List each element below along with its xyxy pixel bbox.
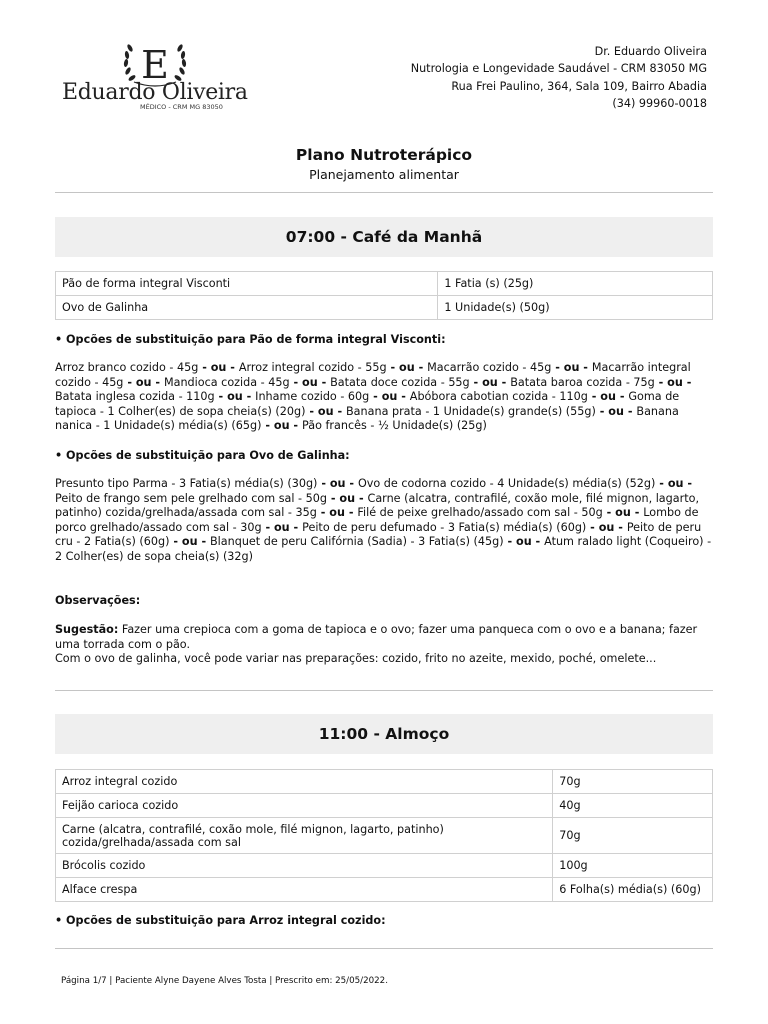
substitution-option: Banana nanica - 1 Unidade(s) média(s) (65g)	[55, 404, 679, 433]
substitution-option: Pão francês - ½ Unidade(s) (25g)	[301, 419, 487, 433]
substitution-option: Peito de peru defumado - 3 Fatia(s) média(s) (60g)	[302, 520, 587, 534]
breakfast-food-table	[55, 271, 713, 320]
substitution-option: Goma de tapioca - 1 Colher(es) de sopa cheia(s) (20g)	[55, 390, 680, 418]
food-item: Feijão carioca cozido	[56, 794, 553, 818]
suggestion-label: Sugestão:	[55, 623, 119, 636]
clinic-logo	[60, 38, 260, 114]
table-row	[56, 854, 713, 878]
or-separator: - ou -	[169, 535, 210, 549]
or-separator: - ou -	[587, 390, 629, 404]
logo-name: Eduardo Oliveira	[62, 80, 248, 105]
substitution-option: Filé de peixe grelhado/assado com sal - 50g	[357, 506, 603, 520]
divider	[55, 192, 713, 193]
divider	[55, 948, 713, 949]
logo-crm: MÉDICO - CRM MG 83050	[140, 103, 223, 111]
observations-title: Observações:	[55, 594, 141, 607]
substitution-option: Batata doce cozida - 55g	[330, 375, 470, 389]
page-footer: Página 1/7 | Paciente Alyne Dayene Alves Tosta | Prescrito em: 25/05/2022.	[61, 976, 388, 986]
observations-text	[55, 623, 715, 667]
table-row	[56, 272, 713, 296]
doctor-phone: (34) 99960-0018	[612, 97, 707, 111]
table-row	[56, 818, 713, 854]
table-row	[56, 878, 713, 902]
substitution-title: • Opcões de substituição para Ovo de Galinha:	[55, 449, 350, 462]
or-separator: - ou -	[503, 535, 545, 549]
doctor-address: Rua Frei Paulino, 364, Sala 109, Bairro Abadia	[451, 79, 707, 93]
food-item: Brócolis cozido	[56, 854, 553, 878]
food-quantity: 70g	[553, 770, 713, 794]
lunch-food-table	[55, 769, 713, 902]
page-subtitle: Planejamento alimentar	[309, 167, 459, 182]
substitution-options	[55, 361, 715, 434]
substitution-option: Peito de frango sem pele grelhado com sal - 50g	[55, 491, 327, 505]
or-separator: - ou -	[214, 390, 256, 404]
logo-monogram: E	[141, 43, 169, 87]
substitution-option: Macarrão integral cozido - 45g	[55, 361, 691, 389]
table-row	[56, 794, 713, 818]
substitution-option: Carne (alcatra, contrafilé, coxão mole, filé mignon, lagarto, patinho) cozida/grelhada/assada com sal - 35g	[55, 491, 700, 520]
or-separator: - ou -	[469, 375, 511, 389]
substitution-option: Arroz branco cozido - 45g	[55, 361, 199, 374]
or-separator: - ou -	[386, 361, 428, 374]
table-row	[56, 296, 713, 320]
meal-header-lunch: 11:00 - Almoço	[55, 714, 713, 754]
page-title: Plano Nutroterápico	[295, 146, 473, 164]
or-separator: - ou -	[369, 390, 410, 404]
meal-header-breakfast: 07:00 - Café da Manhã	[55, 217, 713, 257]
substitution-option: Mandioca cozida - 45g	[163, 375, 290, 389]
divider	[55, 690, 713, 691]
substitution-option: Peito de peru cru - 2 Fatia(s) (60g)	[55, 520, 702, 549]
or-separator: - ou -	[123, 375, 164, 389]
substitution-option: Arroz integral cozido - 55g	[238, 361, 387, 374]
or-separator: - ou -	[595, 404, 637, 418]
doctor-name: Dr. Eduardo Oliveira	[594, 45, 707, 58]
substitution-option: Blanquet de peru Califórnia (Sadia) - 3 Fatia(s) (45g)	[210, 535, 504, 549]
or-separator: - ou -	[602, 506, 644, 520]
substitution-option: Inhame cozido - 60g	[255, 390, 370, 404]
table-row	[56, 770, 713, 794]
substitution-option: Ovo de codorna cozido - 4 Unidade(s) média(s) (52g)	[357, 477, 656, 490]
substitution-title: • Opcões de substituição para Arroz integral cozido:	[55, 914, 386, 927]
or-separator: - ou -	[316, 506, 358, 520]
suggestion-text: Fazer uma crepioca com a goma de tapioca e o ovo; fazer uma panqueca com o ovo e a banana; fazer uma torrada com o pão.	[55, 623, 698, 651]
doctor-contact	[411, 43, 707, 113]
food-quantity: 70g	[553, 818, 713, 854]
substitution-option: Atum ralado light (Coqueiro) - 2 Colher(es) de sopa cheia(s) (32g)	[55, 535, 712, 563]
observation-note: Com o ovo de galinha, você pode variar nas preparações: cozido, frito no azeite, mexido, poché, omelete...	[55, 652, 657, 666]
or-separator: - ou -	[305, 404, 346, 418]
substitution-title: • Opcões de substituição para Pão de forma integral Visconti:	[55, 333, 446, 346]
substitution-option: Banana prata - 1 Unidade(s) grande(s) (55g)	[346, 404, 596, 418]
doctor-specialty: Nutrologia e Longevidade Saudável - CRM 83050 MG	[410, 62, 707, 76]
suggestion	[55, 623, 715, 652]
or-separator: - ou -	[261, 419, 302, 433]
or-separator: - ou -	[261, 520, 303, 534]
or-separator: - ou -	[586, 520, 627, 534]
or-separator: - ou -	[655, 477, 693, 490]
or-separator: - ou -	[551, 361, 592, 374]
substitution-option: Batata baroa cozida - 75g	[510, 375, 655, 389]
or-separator: - ou -	[198, 361, 239, 374]
food-quantity: 6 Folha(s) média(s) (60g)	[553, 878, 713, 902]
or-separator: - ou -	[654, 375, 692, 389]
food-quantity: 1 Unidade(s) (50g)	[438, 296, 713, 320]
substitution-options	[55, 477, 715, 565]
food-item: Alface crespa	[56, 878, 553, 902]
food-item: Pão de forma integral Visconti	[56, 272, 438, 296]
food-item: Arroz integral cozido	[56, 770, 553, 794]
or-separator: - ou -	[317, 477, 358, 490]
substitution-option: Presunto tipo Parma - 3 Fatia(s) média(s) (30g)	[55, 477, 318, 490]
food-quantity: 1 Fatia (s) (25g)	[438, 272, 713, 296]
substitution-option: Abóbora cabotian cozida - 110g	[409, 390, 588, 404]
substitution-option: Batata inglesa cozida - 110g	[55, 390, 215, 404]
or-separator: - ou -	[326, 491, 368, 505]
food-item: Ovo de Galinha	[56, 296, 438, 320]
substitution-option: Macarrão cozido - 45g	[427, 361, 552, 374]
food-quantity: 40g	[553, 794, 713, 818]
or-separator: - ou -	[289, 375, 331, 389]
food-quantity: 100g	[553, 854, 713, 878]
substitution-option: Lombo de porco grelhado/assado com sal - 30g	[55, 506, 699, 534]
food-item: Carne (alcatra, contrafilé, coxão mole, filé mignon, lagarto, patinho) cozida/grelhada/assada com sal	[56, 818, 553, 854]
